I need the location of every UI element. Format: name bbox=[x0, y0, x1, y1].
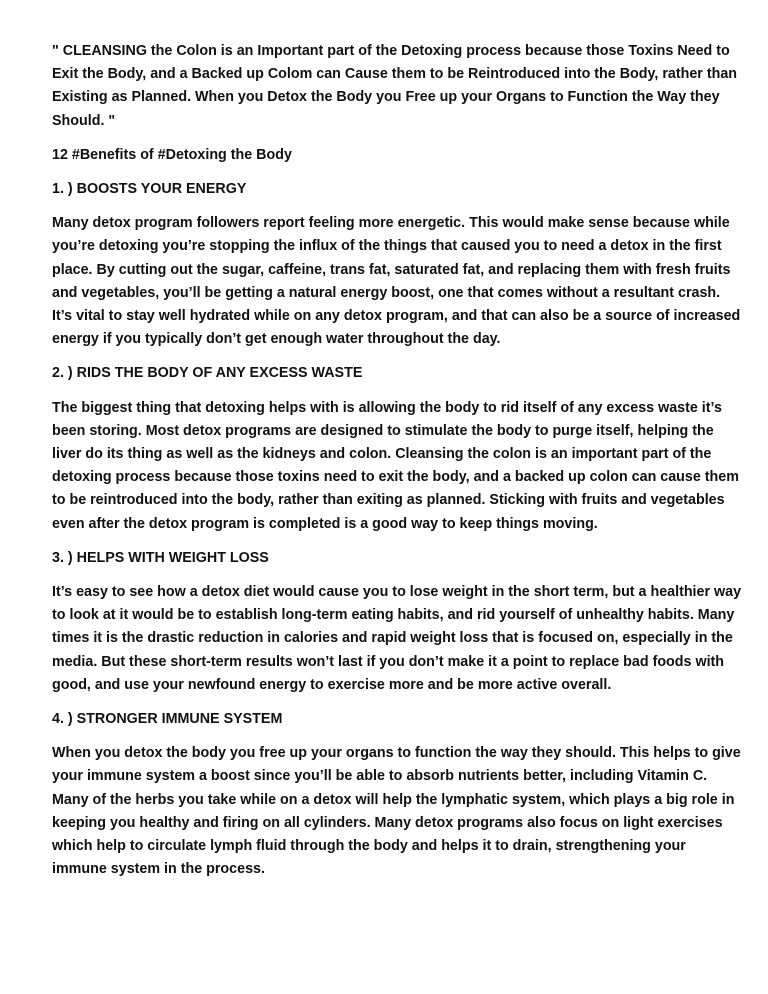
section-2-body: The biggest thing that detoxing helps with is allowing the body to rid itself of any excess waste it’s been storing. Most detox programs are designed to stimulate the body to purge itself, helping the liver do its thing as well as the kidneys and colon. Cleansing the colon is an important part of the detoxing process because those toxins need to exit the body, and a backed up colon can cause them to be reintroduced into the body, rather than exiting as planned. Sticking with fruits and vegetables even after the detox program is completed is a good way to keep things moving. bbox=[52, 399, 739, 532]
section-1-body: Many detox program followers report feeling more energetic. This would make sense because while you’re detoxing you’re stopping the influx of the things that caused you to need a detox in the first place. By cutting out the sugar, caffeine, trans fat, saturated fat, and replacing them with fresh fruits and vegetables, you’ll be getting a natural energy boost, one that comes without a resultant crash. It’s vital to stay well hydrated while on any detox program, and that can also be a source of increased energy if you typically don’t get enough water throughout the day. bbox=[52, 215, 741, 348]
section-4-heading: 4. ) STRONGER IMMUNE SYSTEM bbox=[52, 711, 283, 728]
section-3-heading: 3. ) HELPS WITH WEIGHT LOSS bbox=[52, 549, 269, 566]
document-page bbox=[52, 40, 742, 893]
section-3-body: It’s easy to see how a detox diet would cause you to lose weight in the short term, but a healthier way to look at it would be to establish long-term eating habits, and rid yourself of unhealthy habits. Many times it is the drastic reduction in calories and rapid weight loss that is focused on, especially in the media. But these short-term results won’t last if you don’t make it a point to replace bad foods with good, and use your newfound energy to exercise more and be more active overall. bbox=[52, 584, 742, 693]
section-1-heading: 1. ) BOOSTS YOUR ENERGY bbox=[52, 181, 247, 198]
list-title: 12 #Benefits of #Detoxing the Body bbox=[52, 146, 292, 163]
intro-quote: " CLEANSING the Colon is an Important part of the Detoxing process because those Toxins Need to Exit the Body, and a Backed up Colom can Cause them to be Reintroduced into the Body, rather than Existing as Planned. When you Detox the Body you Free up your Organs to Function the Way they Should. " bbox=[52, 43, 738, 129]
section-2-heading: 2. ) RIDS THE BODY OF ANY EXCESS WASTE bbox=[52, 365, 363, 382]
section-4-body: When you detox the body you free up your organs to function the way they should. This helps to give your immune system a boost since you’ll be able to absorb nutrients better, including Vitamin C. Many of the herbs you take while on a detox will help the lymphatic system, which plays a big role in keeping you healthy and firing on all cylinders. Many detox programs also focus on light exercises which help to circulate lymph fluid through the body and helps it to drain, strengthening your immune system in the process. bbox=[52, 745, 741, 878]
